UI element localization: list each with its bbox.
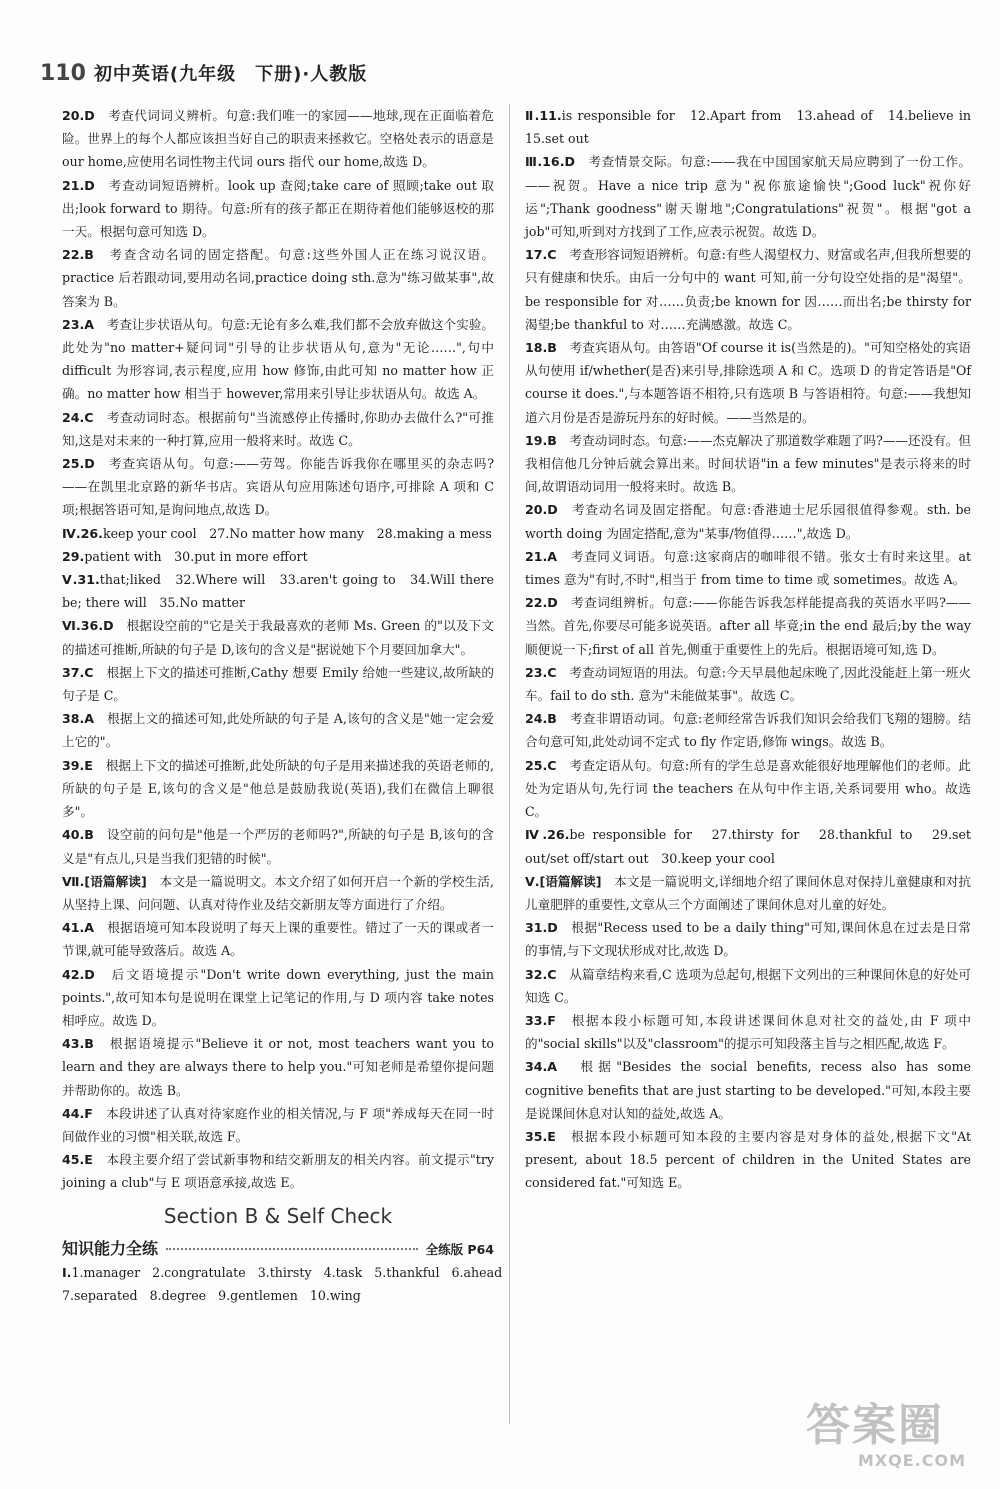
answer-item: 24.C 考查动词时态。根据前句"当流感停止传播时,你助办去做什么?"可推知,这是对未来的一种打算,应用一般将来时。故选 C。: [62, 409, 495, 448]
answer-item: 31.D 根据"Recess used to be a daily thing"可知,课间休息在过去是日常的事情,与下文现状形成对比,故选 D。: [525, 920, 972, 959]
passage-summary: Ⅴ.[语篇解读] 本文是一篇说明文,详细地介绍了课间休息对保持儿童健康和对抗儿童肥胖的重要性,文章从三个方面阐述了课间休息对儿童的好处。: [525, 873, 972, 912]
answer-item: 20.D 考查动名词及固定搭配。句意:香港迪士尼乐园很值得参观。sth. be worth doing 为固定搭配,意为"某事/物值得……",故选 D。: [525, 502, 972, 541]
answer-item: 23.C 考查动词短语的用法。句意:今天早晨他起床晚了,因此没能赶上第一班火车。fail to do sth. 意为"未能做某事"。故选 C。: [525, 664, 971, 704]
dotted-leader: [166, 1248, 418, 1250]
practice-title: 知识能力全练: [62, 1238, 159, 1258]
answer-item: 33.F 根据本段小标题可知,本段讲述课间休息对社交的益处,由 F 项中的"social skills"以及"classroom"的提示可知段落主旨与之相匹配,故选 F。: [525, 1012, 971, 1052]
right-column: [525, 104, 984, 1195]
answer-item: 38.A 根据上文的描述可知,此处所缺的句子是 A,该句的含义是"她一定会爱上它的"。: [62, 711, 495, 750]
answer-item: 41.A 根据语境可知本段说明了每天上课的重要性。错过了一天的课或者一节课,就可能导致落后。故选 A。: [62, 920, 495, 959]
answer-item: 45.E 本段主要介绍了尝试新事物和结交新朋友的相关内容。前文提示"try joining a club"与 E 项语意承接,故选 E。: [62, 1152, 494, 1191]
watermark-logo: [806, 1401, 976, 1479]
page-number: 110: [40, 60, 86, 86]
answer-item: Ⅲ.16.D 考查情景交际。句意:——我在中国国家航天局应聘到了一份工作。——祝贺。Have a nice trip 意为"祝你旅途愉快";Good luck"祝你好运";Thank goodness"谢天谢地";Congratulations"祝贺"。根据"got a job"可知,听到对方找到了工作,应表示祝贺。故选 D。: [525, 154, 971, 240]
answer-item: Ⅳ.26.be responsible for 27.thirsty for 28.thankful to 29.set out/set off/start out 30.keep your cool: [525, 827, 971, 866]
answer-item: Ⅴ.31.that;liked 32.Where will 33.aren't going to 34.Will there be; there will 35.No matter: [62, 572, 495, 611]
left-column: [62, 104, 503, 1307]
answer-item: 17.C 考查形容词短语辨析。句意:有些人渴望权力、财富或名声,但我所想要的只有健康和快乐。由后一分句中的 want 可知,前一分句设空处指的是"渴望"。be responsible for 对……负责;be known for 因……而出名;be thirsty for 渴望;be thankful to 对……充满感激。故选 C。: [525, 247, 971, 332]
practice-bar: [62, 1237, 494, 1261]
answer-item: 21.A 考查同义词语。句意:这家商店的咖啡很不错。张女士有时来这里。at times 意为"有时,不时",相当于 from time to time 或 sometimes。故选 A。: [525, 548, 972, 588]
answer-item: 39.E 根据上下文的描述可推断,此处所缺的句子是用来描述我的英语老师的,所缺的句子是 E,该句的含义是"他总是鼓励我说(英语),我们在微信上聊很多"。: [62, 757, 495, 820]
answer-item: 23.A 考查让步状语从句。句意:无论有多么难,我们都不会放弃做这个实验。此处为"no matter+疑问词"引导的让步状语从句,意为"无论……",句中 difficult 为形容词,表示程度,应用 how 修饰,由此可知 no matter how 正确。no matter how 相当于 however,常用来引导让步状语从句。故选 A。: [62, 316, 494, 402]
column-divider: [509, 104, 510, 1424]
passage-summary: Ⅶ.[语篇解读] 本文是一篇说明文。本文介绍了如何开启一个新的学校生活,从坚持上课、问问题、认真对待作业及结交新朋友等方面进行了介绍。: [62, 873, 495, 912]
answer-item: 40.B 设空前的问句是"他是一个严厉的老师吗?",所缺的句子是 B,该句的含义是"有点儿,只是当我们犯错的时候"。: [62, 827, 495, 866]
answer-row: 7.separated 8.degree 9.gentlemen 10.wing: [62, 1287, 361, 1303]
answer-item: Ⅳ.26.keep your cool 27.No matter how many 28.making a mess: [62, 525, 492, 541]
watermark-domain: MXQE.COM: [857, 1451, 966, 1470]
answer-item: 34.A 根据"Besides the social benefits, recess also has some cognitive benefits that are just starting to be developed."可知,本段主要是说课间休息对认知的益处,故选 A。: [525, 1059, 971, 1121]
section-heading: Section B & Self Check: [163, 1203, 393, 1228]
answer-item: 19.B 考查动词时态。句意:——杰克解决了那道数学难题了吗?——还没有。但我相信他几分钟后就会算出来。时间状语"in a few minutes"是表示将来的时间,故谓语动词用一般将来时。故选 B。: [525, 432, 972, 495]
answer-item: 32.C 从篇章结构来看,C 选项为总起句,根据下文列出的三种课间休息的好处可知选 C。: [525, 966, 972, 1005]
answer-item: 20.D 考查代词词义辨析。句意:我们唯一的家园——地球,现在正面临着危险。世界上的每个人都应该担当好自己的职责来拯救它。空格处表示的语意是 our home,应使用名词性物主代词 ours 指代 our home,故选 D。: [62, 108, 495, 170]
answer-item: 21.D 考查动词短语辨析。look up 查阅;take care of 照顾;take out 取出;look forward to 期待。句意:所有的孩子都正在期待着他们能够返校的那一天。根据句意可知选 D。: [62, 177, 495, 240]
book-title: 初中英语(九年级 下册)·人教版: [93, 64, 368, 85]
answer-item: 22.B 考查含动名词的固定搭配。句意:这些外国人正在练习说汉语。practice 后若跟动词,要用动名词,practice doing sth.意为"练习做某事",故答案为 B。: [62, 247, 494, 309]
answer-item: 37.C 根据上下文的描述可推断,Cathy 想要 Emily 给她一些建议,故所缺的句子是 C。: [62, 664, 494, 704]
answer-item: 35.E 根据本段小标题可知本段的主要内容是对身体的益处,根据下文"At present, about 18.5 percent of children in the United States are considered fat."可知选 E。: [525, 1128, 972, 1191]
answer-item: 29.patient with 30.put in more effort: [62, 548, 308, 564]
answer-item: 18.B 考查宾语从句。由答语"Of course it is(当然是的)。"可知空格处的宾语从句使用 if/whether(是否)来引导,排除选项 A 和 C。选项 D 的肯定答语是"Of course it does.",与本题答语不相符,只有选项 B 与答语相符。句意:——我想知道六月份是否是游玩丹东的好时候。——当然是的。: [525, 340, 971, 425]
answer-item: 22.D 考查词组辨析。句意:——你能告诉我怎样能提高我的英语水平吗?——当然。首先,你要尽可能多说英语。after all 毕竟;in the end 最后;by the way 顺便说一下;first of all 首先,侧重于重要性上的先后。根据语境可知,选 D。: [525, 595, 972, 657]
page-header: [40, 56, 960, 90]
answer-item: 43.B 根据语境提示"Believe it or not, most teachers want you to learn and they are always there to help you."可知老师是希望你提问题并帮助你的。故选 B。: [62, 1036, 495, 1098]
answer-item: 24.B 考查非谓语动词。句意:老师经常告诉我们知识会给我们飞翔的翅膀。结合句意可知,此处动词不定式 to fly 作定语,修饰 wings。故选 B。: [525, 711, 972, 750]
answer-item: 25.D 考查宾语从句。句意:——劳驾。你能告诉我你在哪里买的杂志吗?——在凯里北京路的新华书店。宾语从句应用陈述句语序,可排除 A 项和 C 项;根据答语可知,是询问地点,故选 D。: [62, 456, 495, 518]
watermark-text: 答案圈: [806, 1400, 944, 1451]
answer-item: 25.C 考查定语从句。句意:所有的学生总是喜欢能很好地理解他们的老师。此处为定语从句,先行词 the teachers 在从句中作主语,关系词要用 who。故选 C。: [525, 757, 971, 820]
answer-item: Ⅵ.36.D 根据设空前的"它是关于我最喜欢的老师 Ms. Green 的"以及下文的描述可推断,所缺的句子是 D,该句的含义是"据说她下个月要回加拿大"。: [62, 618, 495, 657]
answer-item: Ⅱ.11.is responsible for 12.Apart from 13.ahead of 14.believe in 15.set out: [525, 108, 984, 147]
answer-item: 44.F 本段讲述了认真对待家庭作业的相关情况,与 F 项"养成每天在同一时间做作业的习惯"相关联,故选 F。: [62, 1105, 495, 1144]
answer-item: 42.D 后文语境提示"Don't write down everything, just the main points.",故可知本句是说明在课堂上记笔记的作用,与 D 项内容 take notes 相呼应。故选 D。: [62, 966, 494, 1028]
practice-reference: 全练版 P64: [425, 1241, 494, 1257]
answer-row: Ⅰ.1.manager 2.congratulate 3.thirsty 4.task 5.thankful 6.ahead: [62, 1264, 503, 1280]
